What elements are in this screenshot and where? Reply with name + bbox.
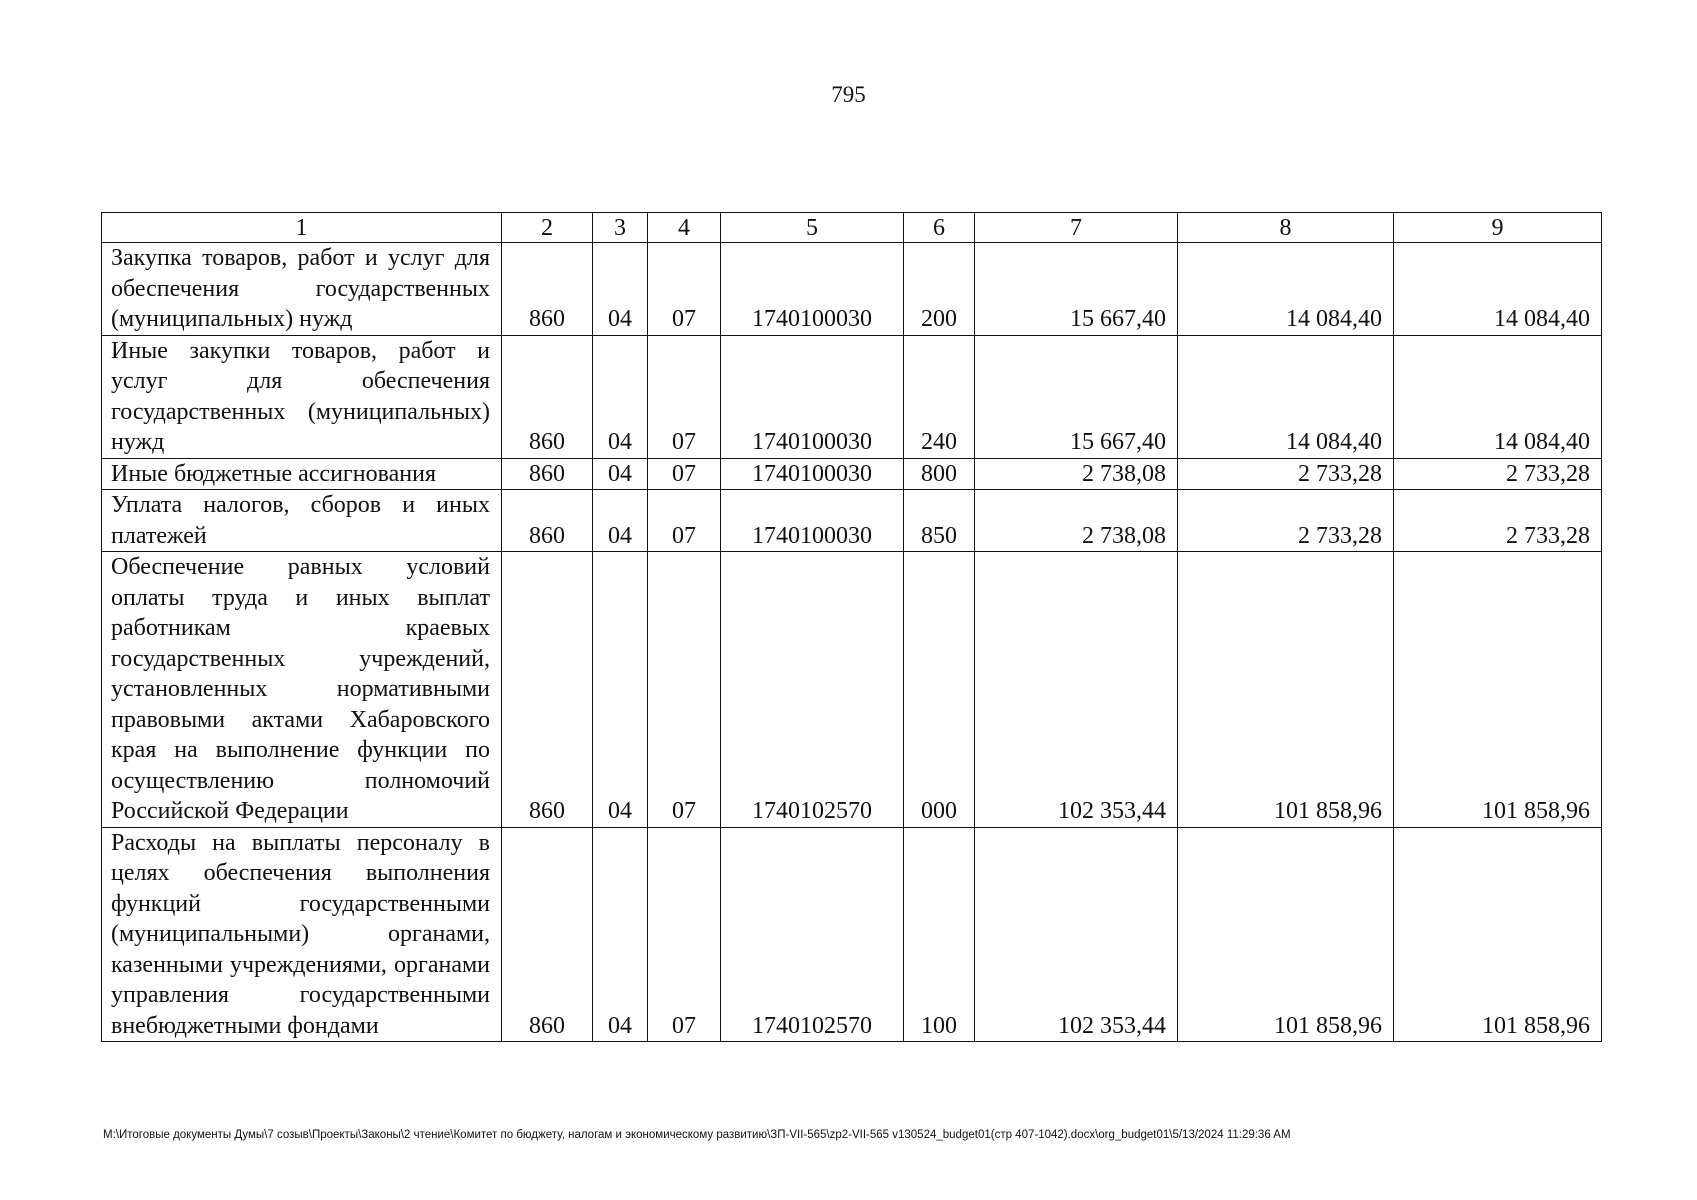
section-code: 04 xyxy=(593,827,648,1042)
amount-col9: 14 084,40 xyxy=(1394,335,1602,458)
admin-code: 860 xyxy=(502,243,593,336)
table-row xyxy=(102,827,1602,1042)
section-code: 04 xyxy=(593,243,648,336)
subsection-code: 07 xyxy=(648,827,721,1042)
expense-type-code: 200 xyxy=(904,243,975,336)
target-item-code: 1740100030 xyxy=(721,335,904,458)
subsection-code: 07 xyxy=(648,243,721,336)
admin-code: 860 xyxy=(502,827,593,1042)
amount-col9: 14 084,40 xyxy=(1394,243,1602,336)
target-item-code: 1740100030 xyxy=(721,243,904,336)
target-item-code: 1740102570 xyxy=(721,827,904,1042)
amount-col9: 2 733,28 xyxy=(1394,458,1602,490)
column-header: 5 xyxy=(721,213,904,243)
expense-type-code: 850 xyxy=(904,490,975,552)
admin-code: 860 xyxy=(502,490,593,552)
admin-code: 860 xyxy=(502,552,593,828)
expense-type-code: 240 xyxy=(904,335,975,458)
column-header: 7 xyxy=(975,213,1178,243)
expense-type-code: 000 xyxy=(904,552,975,828)
amount-col9: 101 858,96 xyxy=(1394,552,1602,828)
column-header: 6 xyxy=(904,213,975,243)
subsection-code: 07 xyxy=(648,335,721,458)
page-number: 795 xyxy=(831,82,866,107)
admin-code: 860 xyxy=(502,458,593,490)
expense-name: Обеспечение равных условий оплаты труда и иных выплат работникам краевых государственных учреждений, установленных нормативными правовыми актами Хабаровского края на выполнение функции по осуществлению полномочий Российской Федерации xyxy=(102,552,502,828)
amount-col7: 15 667,40 xyxy=(975,335,1178,458)
expense-type-code: 800 xyxy=(904,458,975,490)
amount-col8: 101 858,96 xyxy=(1178,827,1394,1042)
section-code: 04 xyxy=(593,552,648,828)
subsection-code: 07 xyxy=(648,490,721,552)
expense-name: Уплата налогов, сборов и иных платежей xyxy=(102,490,502,552)
expense-name: Иные бюджетные ассигнования xyxy=(102,458,502,490)
expense-name: Закупка товаров, работ и услуг для обеспечения государственных (муниципальных) нужд xyxy=(102,243,502,336)
table-row xyxy=(102,243,1602,336)
column-header: 4 xyxy=(648,213,721,243)
amount-col7: 102 353,44 xyxy=(975,827,1178,1042)
amount-col8: 101 858,96 xyxy=(1178,552,1394,828)
section-code: 04 xyxy=(593,458,648,490)
target-item-code: 1740100030 xyxy=(721,490,904,552)
amount-col8: 2 733,28 xyxy=(1178,458,1394,490)
budget-table xyxy=(101,212,1602,1042)
amount-col8: 2 733,28 xyxy=(1178,490,1394,552)
amount-col7: 15 667,40 xyxy=(975,243,1178,336)
table-row xyxy=(102,490,1602,552)
amount-col8: 14 084,40 xyxy=(1178,243,1394,336)
header-row xyxy=(102,213,1602,243)
subsection-code: 07 xyxy=(648,552,721,828)
column-header: 8 xyxy=(1178,213,1394,243)
column-header: 2 xyxy=(502,213,593,243)
amount-col7: 2 738,08 xyxy=(975,490,1178,552)
target-item-code: 1740100030 xyxy=(721,458,904,490)
amount-col7: 102 353,44 xyxy=(975,552,1178,828)
subsection-code: 07 xyxy=(648,458,721,490)
section-code: 04 xyxy=(593,335,648,458)
column-header: 9 xyxy=(1394,213,1602,243)
column-header: 3 xyxy=(593,213,648,243)
amount-col8: 14 084,40 xyxy=(1178,335,1394,458)
target-item-code: 1740102570 xyxy=(721,552,904,828)
table-row xyxy=(102,335,1602,458)
amount-col7: 2 738,08 xyxy=(975,458,1178,490)
expense-name: Иные закупки товаров, работ и услуг для обеспечения государственных (муниципальных) нужд xyxy=(102,335,502,458)
expense-name: Расходы на выплаты персоналу в целях обеспечения выполнения функций государственными (муниципальными) органами, казенными учреждениями, органами управления государственными внебюджетными фондами xyxy=(102,827,502,1042)
admin-code: 860 xyxy=(502,335,593,458)
expense-type-code: 100 xyxy=(904,827,975,1042)
table-row xyxy=(102,552,1602,828)
file-path-footer: M:\Итоговые документы Думы\7 созыв\Проекты\Законы\2 чтение\Комитет по бюджету, налогам и экономическому развитию\ЗП-VII-565\zp2-VII-565 v130524_budget01(стр 407-1042).docx\org_budget01\5/13/2024 11:29:36 AM xyxy=(103,1129,1291,1141)
table-row xyxy=(102,458,1602,490)
section-code: 04 xyxy=(593,490,648,552)
amount-col9: 101 858,96 xyxy=(1394,827,1602,1042)
amount-col9: 2 733,28 xyxy=(1394,490,1602,552)
column-header: 1 xyxy=(102,213,502,243)
